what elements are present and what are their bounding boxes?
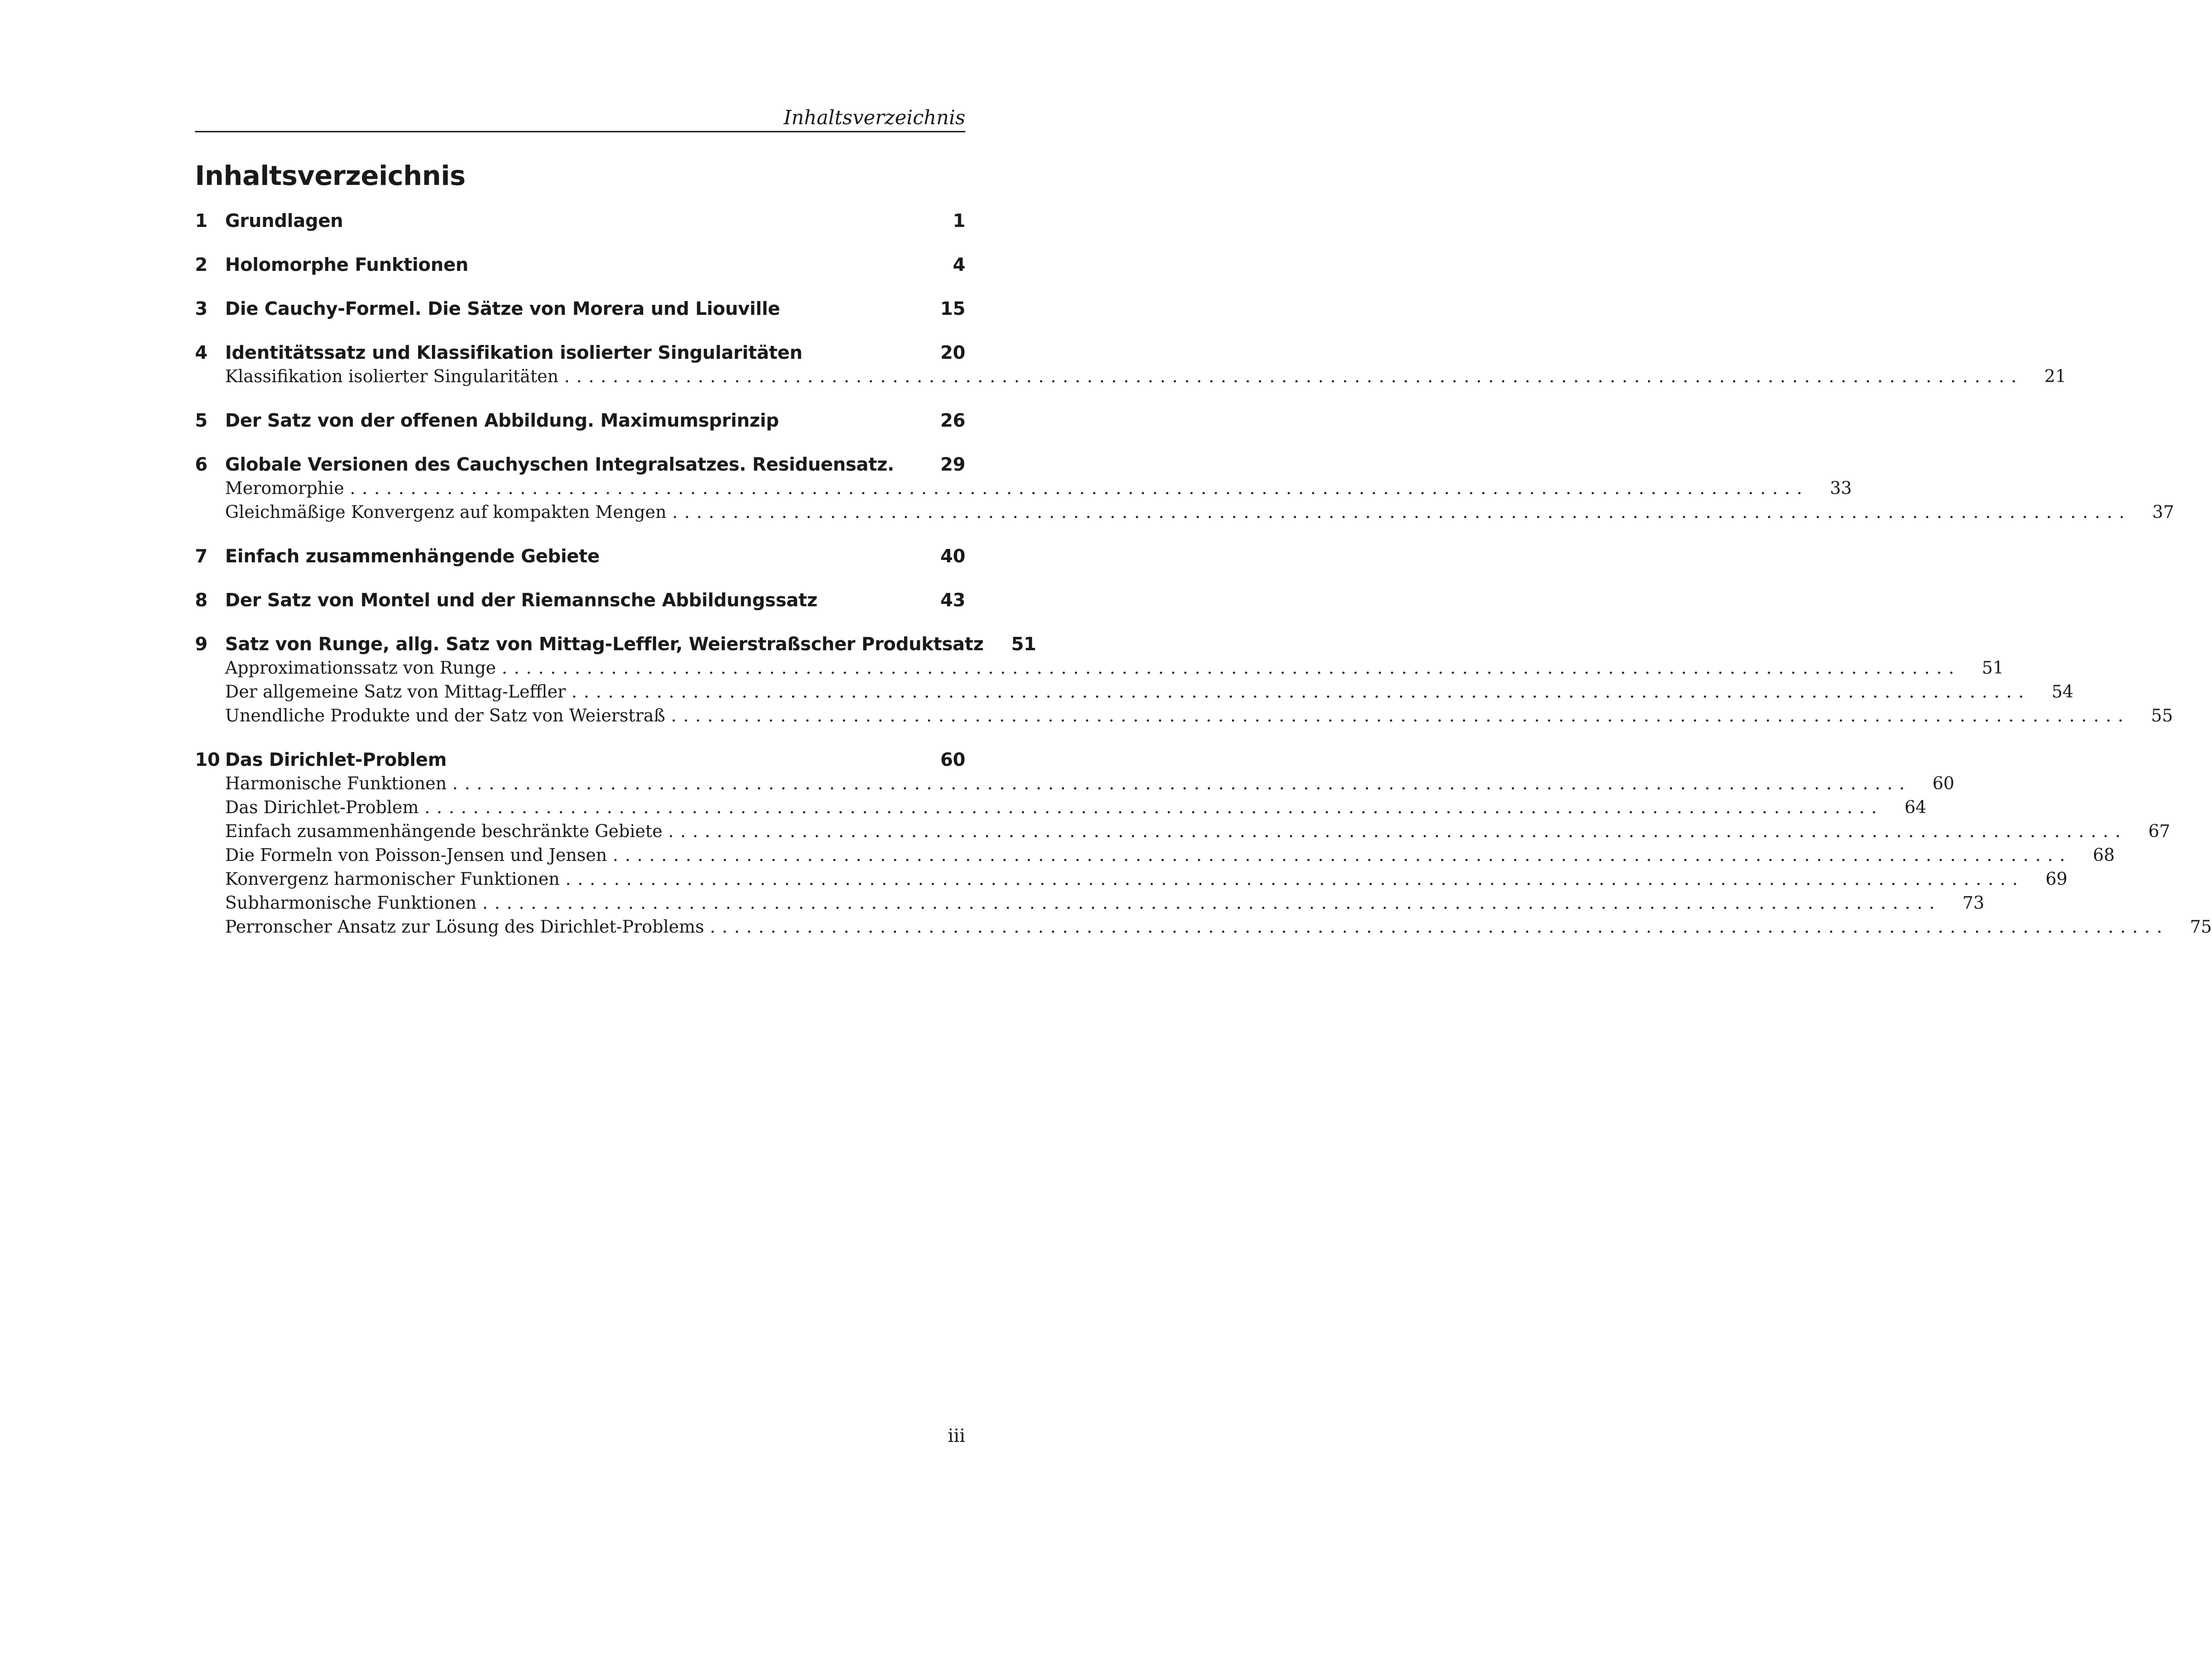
chapter-number: 10 <box>195 749 220 770</box>
section-page: 64 <box>1904 798 1927 817</box>
toc-chapter-entry[interactable] <box>195 546 965 570</box>
toc-section-entry[interactable] <box>225 798 1927 822</box>
toc-chapter-entry[interactable] <box>195 342 965 367</box>
chapter-title: Der Satz von der offenen Abbildung. Maximumsprinzip <box>225 410 779 431</box>
section-page: 21 <box>2044 367 2066 387</box>
chapter-number: 4 <box>195 342 208 363</box>
toc-section-entry[interactable] <box>225 846 2115 870</box>
section-page: 69 <box>2045 870 2068 889</box>
section-title: Einfach zusammenhängende beschränkte Gebiete <box>225 822 663 841</box>
chapter-page: 60 <box>940 749 965 770</box>
section-title: Approximationssatz von Runge <box>225 658 496 678</box>
section-page: 51 <box>1982 658 2004 678</box>
chapter-title: Satz von Runge, allg. Satz von Mittag-Leffler, Weierstraßscher Produktsatz <box>225 634 984 655</box>
toc-chapter-entry[interactable] <box>195 634 1036 658</box>
chapter-title: Die Cauchy-Formel. Die Sätze von Morera und Liouville <box>225 298 780 319</box>
section-page: 37 <box>2152 503 2174 522</box>
chapter-page: 40 <box>940 546 965 567</box>
toc-chapter-entry[interactable] <box>195 454 965 479</box>
dot-leader: ........................................................................................................................ <box>565 870 2025 889</box>
toc-chapter-entry[interactable] <box>195 254 965 279</box>
section-title: Meromorphie <box>225 479 345 498</box>
toc-chapter <box>195 410 965 435</box>
toc-section-entry[interactable] <box>225 503 2174 526</box>
header-rule <box>195 131 965 132</box>
chapter-page: 26 <box>940 410 965 431</box>
chapter-number: 1 <box>195 210 208 231</box>
chapter-number: 3 <box>195 298 208 319</box>
section-title: Harmonische Funktionen <box>225 774 447 794</box>
running-head: Inhaltsverzeichnis <box>783 106 965 129</box>
toc-section-entry[interactable] <box>225 682 2074 706</box>
section-page: 75 <box>2190 917 2212 937</box>
chapter-number: 6 <box>195 454 208 475</box>
section-title: Subharmonische Funktionen <box>225 893 477 913</box>
dot-leader: ........................................................................................................................ <box>572 682 2031 702</box>
toc-chapter <box>195 590 965 614</box>
chapter-title: Das Dirichlet-Problem <box>225 749 447 770</box>
toc-chapter <box>195 749 2212 941</box>
toc-chapter <box>195 254 965 279</box>
chapter-title: Einfach zusammenhängende Gebiete <box>225 546 600 567</box>
toc-section-entry[interactable] <box>225 870 2068 893</box>
dot-leader: ........................................................................................................................ <box>613 846 2072 865</box>
toc-chapter <box>195 342 2066 391</box>
toc-section-entry[interactable] <box>225 479 1852 503</box>
toc-chapter-entry[interactable] <box>195 298 965 323</box>
toc-chapter <box>195 634 2173 730</box>
dot-leader: ........................................................................................................................ <box>350 479 1809 498</box>
dot-leader: ........................................................................................................................ <box>482 893 1942 913</box>
section-page: 67 <box>2148 822 2170 841</box>
toc-section-entry[interactable] <box>225 658 2004 682</box>
section-title: Unendliche Produkte und der Satz von Weierstraß <box>225 706 666 726</box>
section-page: 60 <box>1932 774 1954 794</box>
chapter-number: 8 <box>195 590 208 611</box>
dot-leader: ........................................................................................................................ <box>668 822 2127 841</box>
page-title: Inhaltsverzeichnis <box>195 161 465 192</box>
chapter-number: 5 <box>195 410 208 431</box>
toc-chapter <box>195 210 965 235</box>
section-page: 68 <box>2093 846 2115 865</box>
chapter-number: 2 <box>195 254 208 275</box>
chapter-title: Holomorphe Funktionen <box>225 254 469 275</box>
toc-chapter-entry[interactable] <box>195 590 965 614</box>
dot-leader: ........................................................................................................................ <box>452 774 1911 794</box>
toc-section-entry[interactable] <box>225 367 2066 391</box>
chapter-number: 9 <box>195 634 208 655</box>
section-title: Das Dirichlet-Problem <box>225 798 419 817</box>
section-page: 73 <box>1962 893 1985 913</box>
section-title: Die Formeln von Poisson-Jensen und Jensen <box>225 846 607 865</box>
chapter-title: Grundlagen <box>225 210 343 231</box>
dot-leader: ........................................................................................................................ <box>564 367 2023 387</box>
chapter-page: 43 <box>940 590 965 611</box>
chapter-number: 7 <box>195 546 208 567</box>
toc-chapter <box>195 454 2174 526</box>
chapter-title: Globale Versionen des Cauchyschen Integralsatzes. Residuensatz. <box>225 454 895 475</box>
section-title: Der allgemeine Satz von Mittag-Leffler <box>225 682 566 702</box>
toc-section-entry[interactable] <box>225 774 1954 798</box>
chapter-page: 20 <box>940 342 965 363</box>
toc-chapter-entry[interactable] <box>195 410 965 435</box>
dot-leader: ........................................................................................................................ <box>672 503 2131 522</box>
section-page: 55 <box>2151 706 2173 726</box>
section-page: 33 <box>1830 479 1852 498</box>
section-page: 54 <box>2051 682 2074 702</box>
chapter-page: 29 <box>940 454 965 475</box>
chapter-page: 1 <box>952 210 965 231</box>
section-title: Konvergenz harmonischer Funktionen <box>225 870 560 889</box>
chapter-page: 15 <box>940 298 965 319</box>
toc-chapter-entry[interactable] <box>195 749 965 774</box>
toc-section-entry[interactable] <box>225 893 1985 917</box>
dot-leader: ........................................................................................................................ <box>501 658 1961 678</box>
toc-section-entry[interactable] <box>225 822 2170 846</box>
toc-section-entry[interactable] <box>225 706 2173 730</box>
toc-section-entry[interactable] <box>225 917 2212 941</box>
toc-chapter-entry[interactable] <box>195 210 965 235</box>
toc-chapter <box>195 298 965 323</box>
chapter-title: Identitätssatz und Klassifikation isolierter Singularitäten <box>225 342 803 363</box>
chapter-page: 4 <box>952 254 965 275</box>
dot-leader: ........................................................................................................................ <box>424 798 1884 817</box>
page-number: iii <box>948 1425 965 1446</box>
section-title: Gleichmäßige Konvergenz auf kompakten Mengen <box>225 503 667 522</box>
toc-chapter <box>195 546 965 570</box>
section-title: Perronscher Ansatz zur Lösung des Dirichlet-Problems <box>225 917 704 937</box>
section-title: Klassifikation isolierter Singularitäten <box>225 367 559 387</box>
dot-leader: ........................................................................................................................ <box>710 917 2169 937</box>
chapter-title: Der Satz von Montel und der Riemannsche Abbildungssatz <box>225 590 818 611</box>
table-of-contents <box>195 210 2212 960</box>
chapter-page: 51 <box>1011 634 1036 655</box>
dot-leader: ........................................................................................................................ <box>671 706 2130 726</box>
